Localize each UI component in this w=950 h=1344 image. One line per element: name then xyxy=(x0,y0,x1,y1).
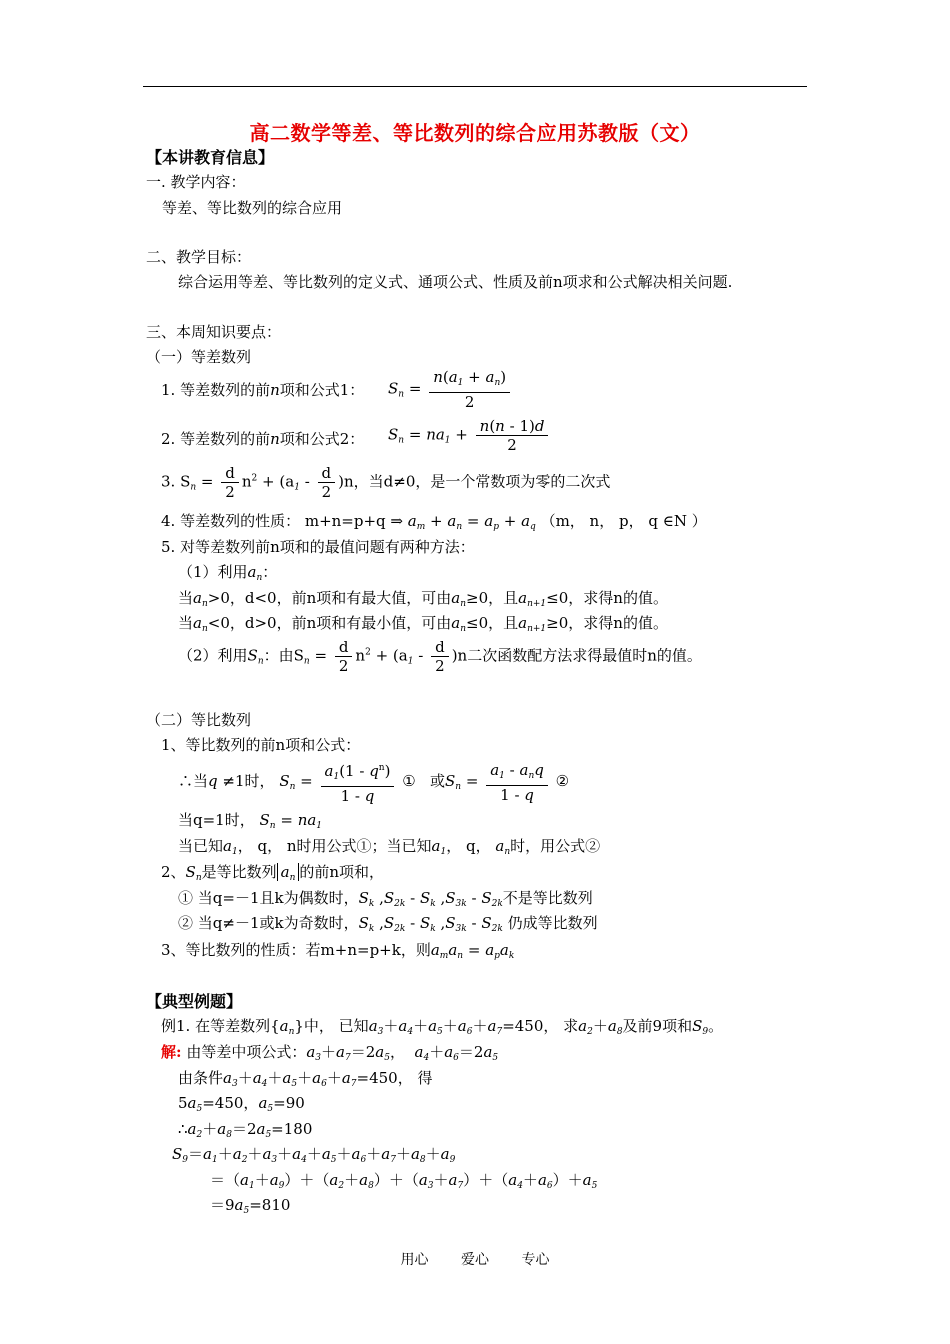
s2-body: 综合运用等差、等比数列的定义式、通项公式、性质及前n项求和公式解决相关问题. xyxy=(178,273,733,291)
arith-item-5-1-b: 当$a_n<0$，d>0，前n项和有最小值，可由$a_n\le 0$，且$a_{n+1}\ge 0$，求得n的值。 xyxy=(178,614,668,634)
arith-item-1: 1. 等差数列的前n项和公式1： xyxy=(161,381,365,399)
arith-heading: （一）等差数列 xyxy=(146,348,252,366)
arith-item-5: 5. 对等差数列前n项和的最值问题有两种方法： xyxy=(161,538,475,556)
header-rule xyxy=(143,86,807,87)
geo-item-1-formulas: ∴当q ≠1时， $S_n$ = $\frac{a_1(1 - q^n)}{1 - q}$ ① 或$S_n$ = $\frac{a_1 - a_nq}{1 - q}$ ② xyxy=(178,760,570,805)
page-title: 高二数学等差、等比数列的综合应用苏教版（文） xyxy=(249,121,701,145)
geo-item-1: 1、等比数列的前n项和公式： xyxy=(161,736,361,754)
s1-heading: 一. 教学内容： xyxy=(146,173,246,191)
geo-item-3: 3、等比数列的性质：若m+n=p+k，则$a_ma_n = a_pa_k$ xyxy=(161,941,515,961)
arith-item-4: 4. 等差数列的性质： m+n=p+q ⇒ $a_m + a_n = a_p + a_q$ （m， n， p， q ∈N ） xyxy=(161,512,707,532)
section-info-heading: 【本讲教育信息】 xyxy=(146,148,275,167)
section-examples-heading: 【典型例题】 xyxy=(146,992,243,1011)
formula-sn-1: $S_n$ = $\frac{n(a_1 + a_n)}{2}$ xyxy=(388,368,513,411)
solution-line-3: $5a_5=450$，$a_5=90$ xyxy=(178,1094,305,1114)
arith-item-5-1-a: 当$a_n>0$，d<0，前n项和有最大值，可由$a_n\ge 0$，且$a_{n+1}\le 0$，求得n的值。 xyxy=(178,589,668,609)
solution-line-6: $=(a_1+a_9)+(a_2+a_8)+(a_3+a_7)+(a_4+a_6)+a_5$ xyxy=(210,1171,598,1191)
page-footer xyxy=(0,1249,950,1269)
footer-item: 用心 xyxy=(400,1252,429,1268)
geo-item-1-b: 当q=1时， $S_n = na_1$ xyxy=(178,811,323,831)
solution-line-5: $S_9=a_1+a_2+a_3+a_4+a_5+a_6+a_7+a_8+a_9$ xyxy=(172,1145,456,1165)
geo-item-2-a: ① 当q=－1且k为偶数时，$S_k$ $,S_{2k} - S_k$ $,S_{3k} - S_{2k}$不是等比数列 xyxy=(178,889,593,909)
example-1: 例1. 在等差数列$\{a_n\}$中， 已知$a_3+a_4+a_5+a_6+a_7=450$， 求$a_2+a_8$及前9项和$S_9$。 xyxy=(161,1017,724,1037)
arith-item-5-1: （1）利用$a_n$： xyxy=(178,563,278,583)
solution-line-1: 解: 由等差中项公式：$a_3+a_7=2a_5$， $a_4+a_6=2a_5$ xyxy=(161,1043,499,1063)
geo-item-1-c: 当已知$a_1$， q， n时用公式①；当已知$a_1$， q， $a_n$时，用公式② xyxy=(178,837,601,857)
formula-sn-2: $S_n = na_1$ + $\frac{n(n - 1)d}{2}$ xyxy=(388,417,551,454)
geo-item-2-b: ② 当q≠－1或k为奇数时，$S_k$ $,S_{2k} - S_k$ $,S_{3k} - S_{2k}$ 仍成等比数列 xyxy=(178,914,598,934)
solution-line-2: 由条件$a_3+a_4+a_5+a_6+a_7=450$， 得 xyxy=(178,1069,433,1089)
footer-item: 爱心 xyxy=(461,1252,489,1268)
geo-item-2: 2、$S_n$是等比数列 $a_n$ 的前n项和， xyxy=(161,863,385,883)
arith-item-5-2: （2）利用$S_n$：由$S_n$ = $\frac{d}{2}$ $n^2 + (a_1$ - $\frac{d}{2}$ )n二次函数配方法求得最值时n的值。 xyxy=(178,638,702,675)
solution-line-7: $=9a_5=810$ xyxy=(210,1196,291,1216)
arith-item-3: 3. $S_n$ = $\frac{d}{2}$ $n^2 + (a_1$ - $\frac{d}{2}$ )n，当d≠0，是一个常数项为零的二次式 xyxy=(161,464,611,501)
footer-item: 专心 xyxy=(521,1252,550,1268)
solution-line-4: $\therefore a_2+a_8=2a_5=180$ xyxy=(178,1120,313,1140)
s2-heading: 二、教学目标： xyxy=(146,248,252,266)
s3-heading: 三、本周知识要点： xyxy=(146,323,282,341)
s1-body: 等差、等比数列的综合应用 xyxy=(162,199,343,217)
geo-heading: （二）等比数列 xyxy=(146,711,252,729)
arith-item-2: 2. 等差数列的前n项和公式2： xyxy=(161,430,365,448)
